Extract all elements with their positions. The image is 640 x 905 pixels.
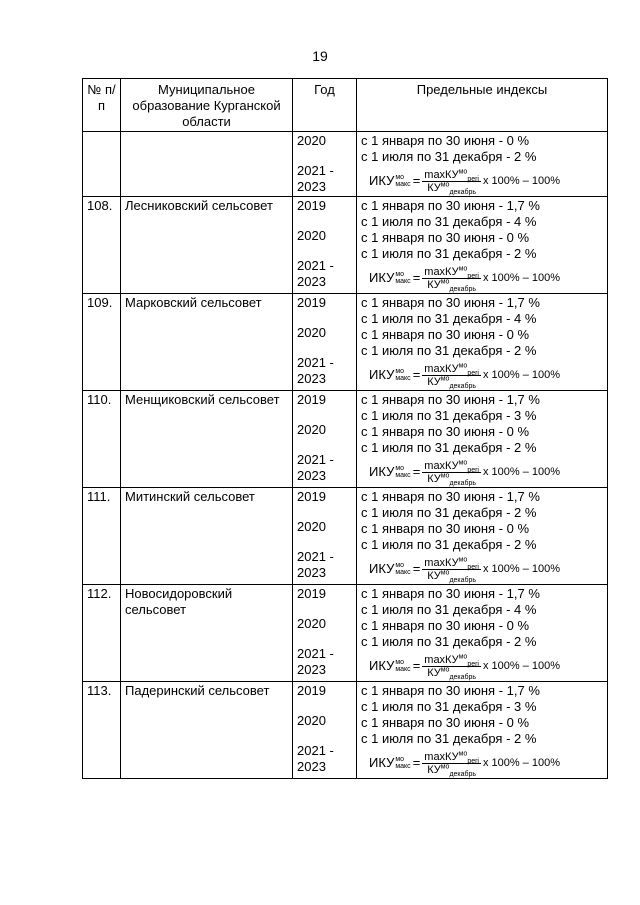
formula-num-sup: мо — [458, 749, 468, 757]
formula-denominator: КУ — [427, 181, 441, 194]
index-line: с 1 января по 30 июня - 0 % — [361, 424, 530, 439]
formula — [361, 361, 603, 389]
row-num: 109. — [83, 294, 121, 391]
index-line: с 1 января по 30 июня - 1,7 % — [361, 683, 540, 698]
year-2019: 2019 — [297, 586, 326, 601]
index-line: с 1 июля по 31 декабря - 3 % — [361, 408, 537, 423]
index-line: с 1 января по 30 июня - 0 % — [361, 133, 530, 148]
index-line: с 1 июля по 31 декабря - 2 % — [361, 343, 537, 358]
formula-num-sup: мо — [458, 458, 468, 466]
formula-lhs-sup: мо — [395, 465, 405, 472]
formula-numerator: maxКУ — [424, 750, 459, 763]
formula-lhs: ИКУ — [369, 658, 395, 673]
formula-numerator: maxКУ — [424, 265, 459, 278]
table-header-row — [83, 79, 608, 132]
index-line: с 1 января по 30 июня - 1,7 % — [361, 295, 540, 310]
header-num: № п/п — [83, 79, 121, 132]
index-line: с 1 января по 30 июня - 0 % — [361, 230, 530, 245]
formula-tail: x 100% – 100% — [483, 175, 561, 187]
index-line: с 1 января по 30 июня - 1,7 % — [361, 586, 540, 601]
year-2019: 2019 — [297, 489, 326, 504]
header-indices: Предельные индексы — [357, 79, 608, 132]
row-municipality: Менщиковский сельсовет — [121, 391, 293, 488]
header-year: Год — [293, 79, 357, 132]
formula-eq: = — [412, 658, 421, 673]
formula — [361, 749, 603, 777]
formula-num-sup: мо — [458, 555, 468, 563]
row-num: 113. — [83, 682, 121, 779]
row-indices — [357, 682, 608, 779]
formula-den-sup: мо — [440, 277, 450, 285]
formula-lhs-sub: макс — [395, 181, 411, 188]
formula-num-sub: peri — [467, 272, 479, 280]
formula-den-sup: мо — [440, 374, 450, 382]
row-indices — [357, 585, 608, 682]
index-line: с 1 июля по 31 декабря - 4 % — [361, 602, 537, 617]
year-2020: 2020 — [297, 133, 326, 148]
year-2020: 2020 — [297, 713, 326, 728]
formula-lhs: ИКУ — [369, 755, 395, 770]
formula-num-sub: peri — [467, 175, 479, 183]
formula-den-sup: мо — [440, 568, 450, 576]
formula-numerator: maxКУ — [424, 556, 459, 569]
year-2020: 2020 — [297, 325, 326, 340]
row-indices — [357, 294, 608, 391]
formula-den-sub: декабрь — [449, 576, 477, 584]
year-2020: 2020 — [297, 616, 326, 631]
formula-num-sup: мо — [458, 167, 468, 175]
formula-num-sub: peri — [467, 757, 479, 765]
formula-num-sup: мо — [458, 264, 468, 272]
formula-den-sup: мо — [440, 665, 450, 673]
formula-lhs: ИКУ — [369, 367, 395, 382]
formula-den-sub: декабрь — [449, 382, 477, 390]
index-line: с 1 января по 30 июня - 0 % — [361, 521, 530, 536]
formula-lhs-sup: мо — [395, 271, 405, 278]
formula-lhs-sub: макс — [395, 472, 411, 479]
formula-lhs-sup: мо — [395, 368, 405, 375]
formula-lhs-sub: макс — [395, 763, 411, 770]
formula-eq: = — [412, 755, 421, 770]
formula-eq: = — [412, 270, 421, 285]
formula-lhs-sub: макс — [395, 375, 411, 382]
formula-num-sup: мо — [458, 361, 468, 369]
formula-fraction — [422, 654, 481, 679]
row-num: 112. — [83, 585, 121, 682]
formula-lhs-sup: мо — [395, 174, 405, 181]
formula-den-sub: декабрь — [449, 285, 477, 293]
formula — [361, 458, 603, 486]
cont-year-cell — [293, 132, 357, 197]
year-2021-2023: 2021 - 2023 — [297, 452, 334, 483]
index-line: с 1 июля по 31 декабря - 3 % — [361, 699, 537, 714]
index-line: с 1 июля по 31 декабря - 4 % — [361, 214, 537, 229]
index-line: с 1 января по 30 июня - 0 % — [361, 327, 530, 342]
formula-fraction — [422, 363, 481, 388]
formula-lhs-sub: макс — [395, 569, 411, 576]
formula-eq: = — [412, 173, 421, 188]
formula-denominator: КУ — [427, 472, 441, 485]
formula-num-sub: peri — [467, 563, 479, 571]
indices-table — [82, 78, 608, 779]
index-line: с 1 января по 30 июня - 1,7 % — [361, 489, 540, 504]
row-years — [293, 294, 357, 391]
formula-fraction — [422, 266, 481, 291]
formula — [361, 167, 603, 195]
row-num: 108. — [83, 197, 121, 294]
index-line: с 1 июля по 31 декабря - 2 % — [361, 634, 537, 649]
year-2021-2023: 2021 - 2023 — [297, 258, 334, 289]
row-municipality: Митинский сельсовет — [121, 488, 293, 585]
row-municipality: Новосидоровский сельсовет — [121, 585, 293, 682]
index-line: с 1 июля по 31 декабря - 2 % — [361, 440, 537, 455]
formula-num-sub: peri — [467, 369, 479, 377]
table-row — [83, 294, 608, 391]
index-line: с 1 января по 30 июня - 1,7 % — [361, 198, 540, 213]
formula-fraction — [422, 169, 481, 194]
formula-num-sub: peri — [467, 660, 479, 668]
formula-tail: x 100% – 100% — [483, 369, 561, 381]
formula-eq: = — [412, 464, 421, 479]
formula-denominator: КУ — [427, 763, 441, 776]
year-2019: 2019 — [297, 198, 326, 213]
formula-eq: = — [412, 561, 421, 576]
row-indices — [357, 488, 608, 585]
formula-num-sup: мо — [458, 652, 468, 660]
year-2020: 2020 — [297, 422, 326, 437]
formula-den-sup: мо — [440, 762, 450, 770]
formula-den-sub: декабрь — [449, 673, 477, 681]
formula-denominator: КУ — [427, 278, 441, 291]
year-2019: 2019 — [297, 295, 326, 310]
formula-numerator: maxКУ — [424, 168, 459, 181]
formula-lhs-sup: мо — [395, 659, 405, 666]
table-row — [83, 391, 608, 488]
row-municipality: Падеринский сельсовет — [121, 682, 293, 779]
formula-lhs: ИКУ — [369, 270, 395, 285]
row-years — [293, 585, 357, 682]
table-body — [83, 132, 608, 779]
index-line: с 1 января по 30 июня - 0 % — [361, 618, 530, 633]
formula-lhs-sup: мо — [395, 562, 405, 569]
formula-lhs: ИКУ — [369, 561, 395, 576]
cont-name-cell — [121, 132, 293, 197]
formula-eq: = — [412, 367, 421, 382]
page-number: 19 — [312, 48, 328, 64]
formula-den-sup: мо — [440, 471, 450, 479]
row-num: 111. — [83, 488, 121, 585]
year-2021-2023: 2021 - 2023 — [297, 355, 334, 386]
formula — [361, 264, 603, 292]
formula-num-sub: peri — [467, 466, 479, 474]
formula-tail: x 100% – 100% — [483, 272, 561, 284]
formula-numerator: maxКУ — [424, 362, 459, 375]
row-indices — [357, 197, 608, 294]
formula-lhs: ИКУ — [369, 173, 395, 188]
formula-lhs: ИКУ — [369, 464, 395, 479]
formula-tail: x 100% – 100% — [483, 466, 561, 478]
index-line: с 1 июля по 31 декабря - 2 % — [361, 505, 537, 520]
formula-lhs-sub: макс — [395, 666, 411, 673]
formula-den-sub: декабрь — [449, 479, 477, 487]
formula-tail: x 100% – 100% — [483, 563, 561, 575]
formula-denominator: КУ — [427, 666, 441, 679]
table-row — [83, 585, 608, 682]
row-years — [293, 682, 357, 779]
index-line: с 1 июля по 31 декабря - 2 % — [361, 149, 537, 164]
index-line: с 1 июля по 31 декабря - 2 % — [361, 246, 537, 261]
year-2021-2023: 2021 - 2023 — [297, 743, 334, 774]
cont-idx-cell — [357, 132, 608, 197]
row-indices — [357, 391, 608, 488]
formula-den-sup: мо — [440, 180, 450, 188]
formula — [361, 555, 603, 583]
year-2019: 2019 — [297, 683, 326, 698]
formula-fraction — [422, 557, 481, 582]
formula-lhs-sub: макс — [395, 278, 411, 285]
row-num: 110. — [83, 391, 121, 488]
index-line: с 1 июля по 31 декабря - 2 % — [361, 537, 537, 552]
formula-fraction — [422, 751, 481, 776]
index-line: с 1 июля по 31 декабря - 2 % — [361, 731, 537, 746]
formula — [361, 652, 603, 680]
formula-denominator: КУ — [427, 569, 441, 582]
formula-fraction — [422, 460, 481, 485]
formula-den-sub: декабрь — [449, 770, 477, 778]
table-row — [83, 488, 608, 585]
year-2021-2023: 2021 - 2023 — [297, 549, 334, 580]
formula-numerator: maxКУ — [424, 459, 459, 472]
row-years — [293, 197, 357, 294]
table-row — [83, 682, 608, 779]
formula-lhs-sup: мо — [395, 756, 405, 763]
header-municipality: Муниципальное образование Курганской области — [121, 79, 293, 132]
year-2019: 2019 — [297, 392, 326, 407]
cont-num-cell — [83, 132, 121, 197]
row-years — [293, 391, 357, 488]
formula-den-sub: декабрь — [449, 188, 477, 196]
year-2021-2023: 2021 - 2023 — [297, 163, 334, 194]
row-municipality: Лесниковский сельсовет — [121, 197, 293, 294]
index-line: с 1 января по 30 июня - 1,7 % — [361, 392, 540, 407]
table-row — [83, 197, 608, 294]
row-municipality: Марковский сельсовет — [121, 294, 293, 391]
index-line: с 1 июля по 31 декабря - 4 % — [361, 311, 537, 326]
formula-numerator: maxКУ — [424, 653, 459, 666]
year-2020: 2020 — [297, 228, 326, 243]
year-2021-2023: 2021 - 2023 — [297, 646, 334, 677]
formula-denominator: КУ — [427, 375, 441, 388]
formula-tail: x 100% – 100% — [483, 757, 561, 769]
year-2020: 2020 — [297, 519, 326, 534]
index-line: с 1 января по 30 июня - 0 % — [361, 715, 530, 730]
formula-tail: x 100% – 100% — [483, 660, 561, 672]
row-years — [293, 488, 357, 585]
continuation-row — [83, 132, 608, 197]
